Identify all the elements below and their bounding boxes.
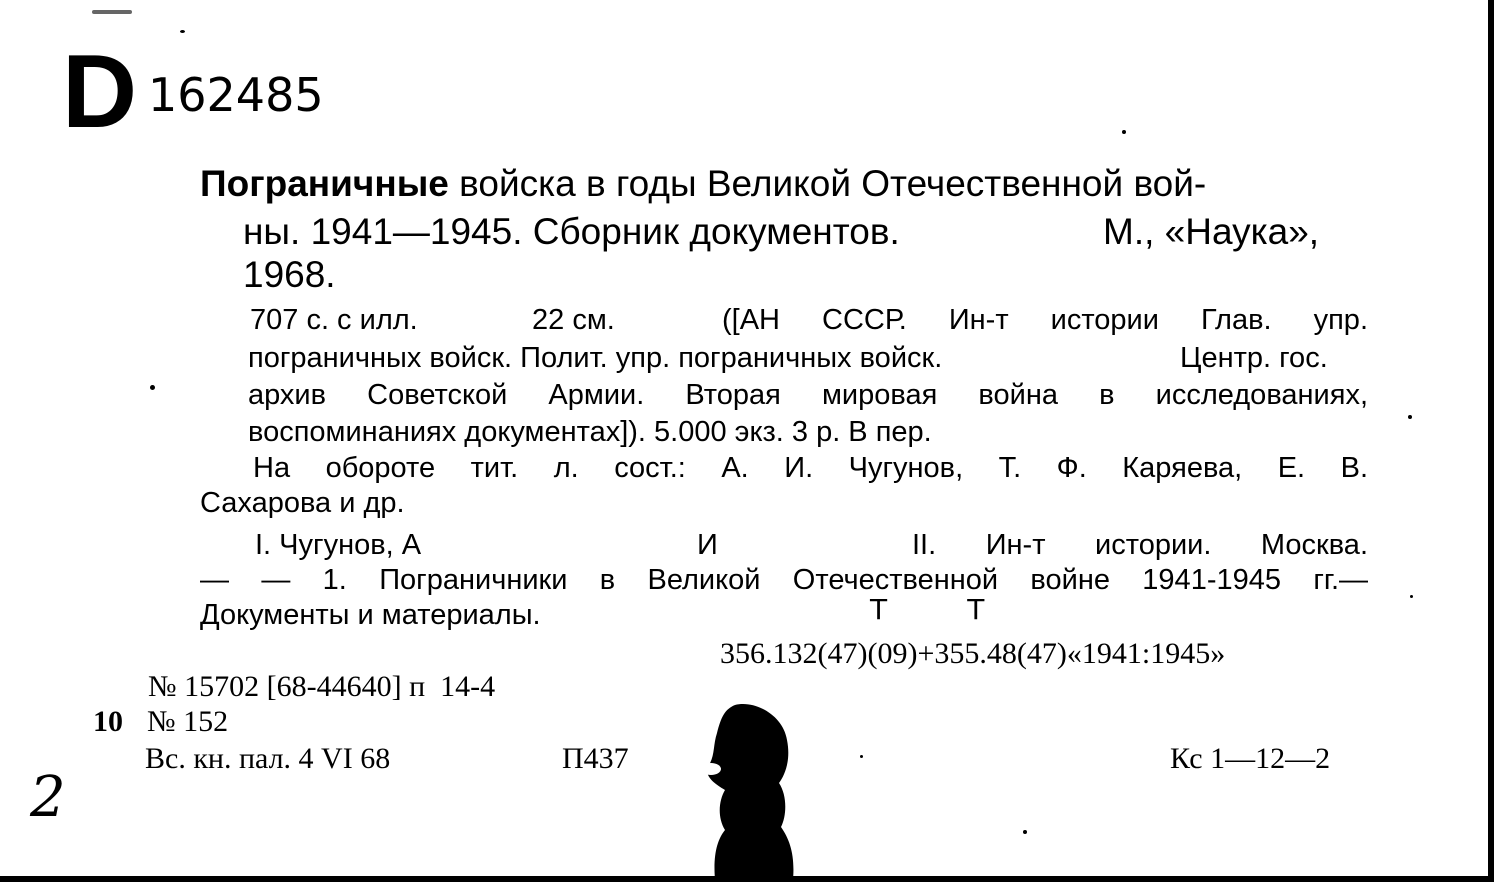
series-line-2-b: Центр. гос. — [1180, 342, 1328, 374]
chamber-registration: Вс. кн. пал. 4 VI 68 — [145, 742, 391, 775]
ink-speck — [150, 385, 155, 390]
series-line-1: ([АН СССР. Ин-т истории Глав. упр. — [722, 304, 1368, 336]
handwritten-number: 2 — [30, 765, 66, 830]
classification-code: 356.132(47)(09)+355.48(47)«1941:1945» — [720, 637, 1226, 670]
copies-count: 10 — [93, 705, 123, 738]
ink-speck — [1122, 130, 1126, 134]
order-number: № 15702 [68-44640] п 14-4 — [148, 670, 496, 703]
ink-speck — [1410, 595, 1413, 598]
publisher: М., «Наука», — [1103, 211, 1320, 252]
series-line-4: воспоминаниях документах]). 5.000 экз. 3 р. В пер. — [248, 416, 932, 448]
pagination: 707 с. с илл. — [250, 304, 418, 336]
series-line-2-a: пограничных войск. Полит. упр. пограничных войск. — [248, 342, 943, 374]
print-code: П437 — [562, 742, 629, 775]
note-line-2: Сахарова и др. — [200, 487, 405, 519]
subject-line-2: Документы и материалы. — [200, 599, 541, 631]
subject-line-1: — — 1. Пограничники в Великой Отечественной войне 1941-1945 гг.— — [200, 564, 1368, 596]
ink-smudge — [92, 10, 132, 14]
kc-code: Кс 1—12—2 — [1170, 742, 1331, 775]
title-heading-word: Пограничные — [200, 163, 449, 204]
title-line-2-left: ны. 1941—1945. Сборник документов. — [243, 211, 900, 252]
publication-year: 1968. — [243, 254, 336, 295]
note-line-1: На обороте тит. л. сост.: А. И. Чугунов, Т. Ф. Каряева, Е. В. — [253, 452, 1368, 484]
title-line-1-rest: войска в годы Великой Отечественной вой- — [459, 163, 1207, 204]
tracing-a: I. Чугунов, А — [255, 529, 422, 561]
tracing-c: II. Ин-т истории. Москва. — [912, 529, 1368, 561]
title-line-1 — [200, 165, 1206, 202]
ink-speck — [860, 755, 863, 758]
accession-number: 162485 — [148, 68, 324, 122]
card-number: № 152 — [147, 705, 229, 738]
series-line-3: архив Советской Армии. Вторая мировая война в исследованиях, — [248, 379, 1368, 411]
handwritten-marks: Т Т — [870, 593, 985, 626]
ink-speck — [180, 30, 185, 33]
dimensions: 22 см. — [532, 304, 615, 336]
tracing-b: И — [697, 529, 718, 561]
ink-speck — [1408, 415, 1412, 419]
catalog-letter: D — [62, 34, 136, 150]
ink-blot — [695, 705, 875, 882]
ink-speck — [1023, 830, 1027, 834]
